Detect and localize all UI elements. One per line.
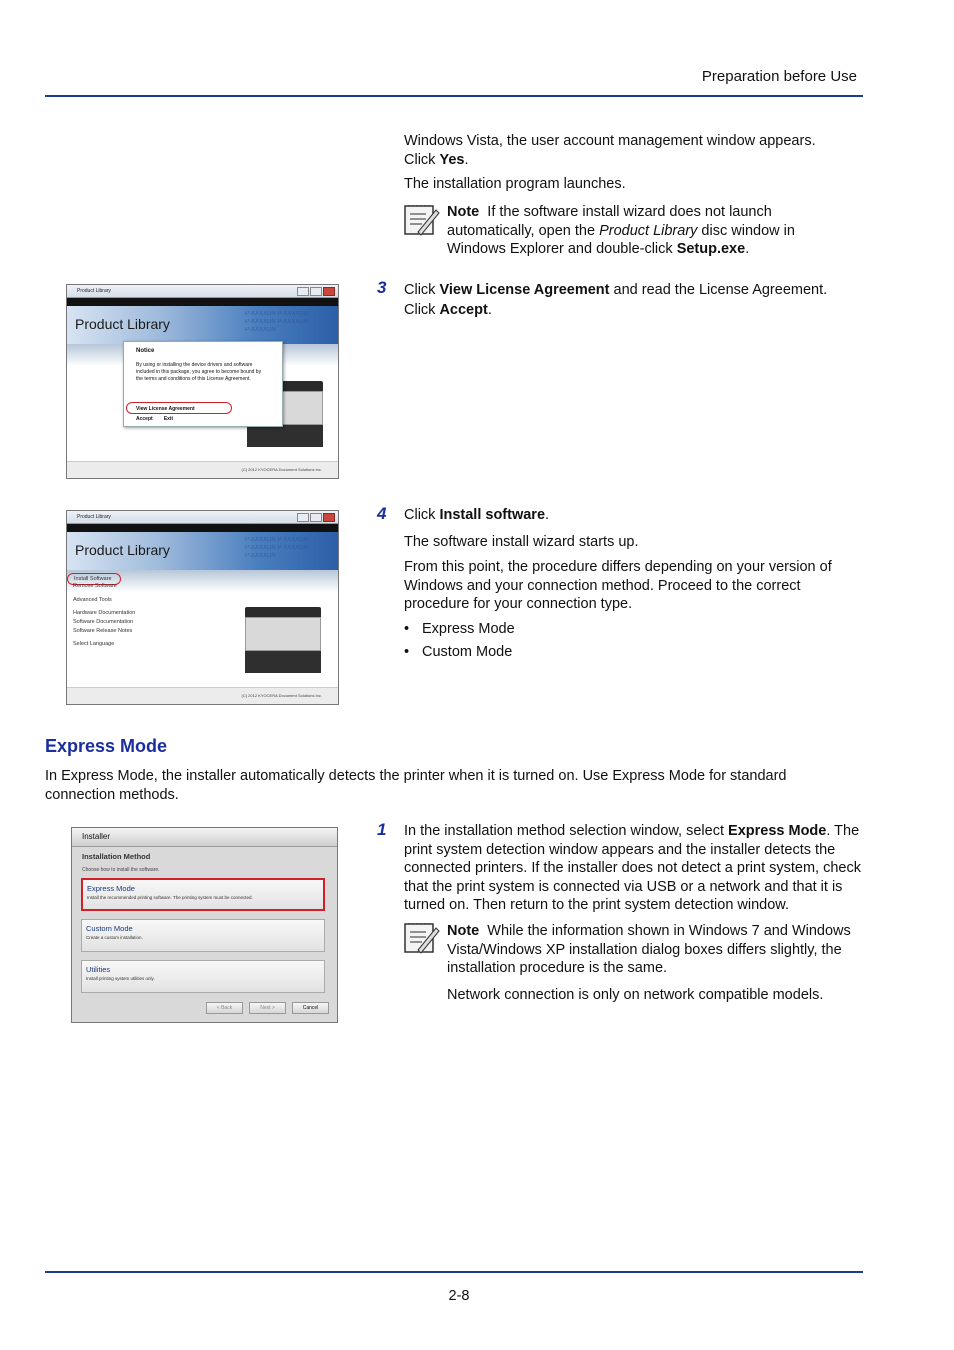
note-2-text: Note While the information shown in Windows 7 and Windows Vista/Windows XP installation dialog boxes differs slightly, the installation procedure is the same. Network connection is only on network compatible models. [447,922,857,1004]
list-item: • Custom Mode [404,641,859,664]
exit-button[interactable]: Exit [163,416,173,422]
copyright: (C) 2012 KYOCERA Document Solutions Inc. [67,461,338,478]
view-license-button[interactable]: View License Agreement [126,402,232,414]
notice-dialog [123,341,283,427]
custom-mode-option[interactable]: Custom Mode Create a custom installation. [81,919,325,952]
step-number: 1 [377,820,387,839]
header-rule [45,95,863,97]
model-name: P-XXXXDN P-XXXXDN [244,537,308,543]
note-icon [404,922,440,954]
window-titlebar: Product Library [67,285,338,298]
express-mode-option[interactable]: Express Mode Install the recommended printing software. The printing system must be connected. [81,878,325,911]
intro-text [404,132,864,169]
printer-image [245,607,321,673]
remove-software-link[interactable]: Remove Software [73,583,117,589]
panel-title: Installation Method [82,852,151,861]
intro-line-1: Windows Vista, the user account management window appears. [404,133,816,149]
cancel-button[interactable]: Cancel [292,1002,329,1014]
next-button[interactable]: Next > [249,1002,286,1014]
section-heading: Express Mode [45,736,168,756]
running-header: Preparation before Use [701,68,857,85]
note-2-label: Note [447,923,480,939]
step-4-para-2: From this point, the procedure differs depending on your version of Windows and your connection method. Proceed to the correct procedure for your connection type. [404,559,832,612]
maximize-icon [310,513,322,522]
installer-buttons [206,1002,329,1014]
product-library-menu [73,573,135,649]
note-2-line-2: Network connection is only on network compatible models. [447,986,824,1003]
note-icon [404,204,440,236]
hardware-documentation-link[interactable]: Hardware Documentation [73,610,136,616]
back-button[interactable]: < Back [206,1002,243,1014]
mode-list [404,618,859,664]
model-name: P-XXXXDN P-XXXXDN [244,319,308,325]
list-item: • Express Mode [404,618,859,641]
step-number: 3 [377,278,387,297]
note-1-text: Note If the software install wizard does not launch automatically, open the Product Library disc window in Windows Explorer and double-click Setup.exe. [447,204,795,257]
screenshot-install-software [66,510,339,705]
model-name: P-XXXXDN [244,553,276,559]
notice-body: By using or installing the device drivers and software included in this package, you agree to become bound by the terms and conditions of this License Agreement. [136,362,262,382]
note-1-label: Note [447,204,480,220]
footer-rule [45,1271,863,1273]
select-language-link[interactable]: Select Language [73,641,115,647]
intro-line-2: Click Yes. [404,151,469,168]
close-icon [323,287,335,296]
step-3-text: Click View License Agreement and read the License Agreement. Click Accept. [404,282,828,318]
installer-titlebar: Installer [72,828,337,847]
maximize-icon [310,287,322,296]
banner-title: Product Library [75,542,170,558]
step-4-para-1: The software install wizard starts up. [404,533,639,550]
accept-button[interactable]: Accept [136,416,153,422]
screenshot-installer [71,827,338,1023]
model-name: P-XXXXDN P-XXXXDN [244,311,308,317]
installation-method-panel [81,848,328,998]
notice-title: Notice [136,348,155,354]
advanced-tools-link[interactable]: Advanced Tools [73,597,112,603]
express-intro: In Express Mode, the installer automatically detects the printer when it is turned on. Use Express Mode for standard connection methods. [45,768,787,803]
window-titlebar: Product Library [67,511,338,524]
page-number: 2-8 [448,1288,470,1304]
model-name: P-XXXXDN P-XXXXDN [244,545,308,551]
install-software-link[interactable]: Install Software [67,573,121,585]
software-documentation-link[interactable]: Software Documentation [73,619,134,625]
step-number: 4 [377,504,387,523]
utilities-option[interactable]: Utilities Install printing system utilities only. [81,960,325,993]
screenshot-license [66,284,339,479]
banner-title: Product Library [75,316,170,332]
product-banner [67,306,338,344]
software-release-notes-link[interactable]: Software Release Notes [73,628,133,634]
step-1-text: In the installation method selection window, select Express Mode. The print system detection window appears and the installer detects the connected printers. If the installer does not detect a print system, check that the print system is connected via USB or a network and that it is turned on. Then return to the print system detection window. [404,823,861,913]
close-icon [323,513,335,522]
panel-subtitle: Choose how to install the software. [82,867,160,873]
minimize-icon [297,513,309,522]
copyright: (C) 2012 KYOCERA Document Solutions Inc. [67,687,338,704]
launches-text: The installation program launches. [404,176,626,192]
step-4-text: Click Install software. The software install wizard starts up. From this point, the procedure differs depending on your version of Windows and your connection method. Proceed to the correct procedure for your connection type. • Express Mode • Custom Mode [404,506,859,664]
model-name: P-XXXXDN [244,327,276,333]
product-banner [67,532,338,570]
minimize-icon [297,287,309,296]
